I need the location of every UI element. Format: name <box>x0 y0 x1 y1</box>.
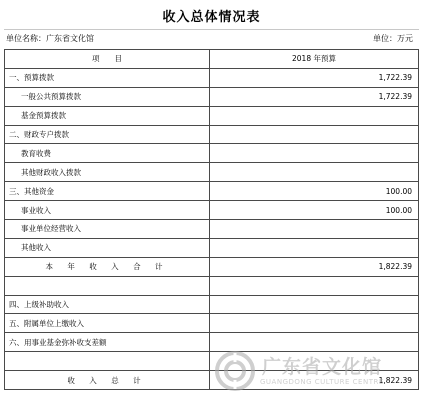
row-label: 一、预算拨款 <box>5 68 210 87</box>
row-label: 事业单位经营收入 <box>5 220 210 239</box>
row-label: 六、用事业基金弥补收支差额 <box>5 333 210 352</box>
row-value <box>210 314 419 333</box>
watermark-subtext: GUANGDONG CULTURE CENTRE <box>260 378 384 386</box>
row-value: 1,822.39 <box>210 371 419 390</box>
row-label: 其他财政收入拨款 <box>5 163 210 182</box>
row-value <box>210 106 419 125</box>
header-item: 项 目 <box>5 50 210 69</box>
row-label <box>5 276 210 295</box>
table-row <box>5 68 419 87</box>
table-row <box>5 106 419 125</box>
row-value <box>210 163 419 182</box>
table-row <box>5 201 419 220</box>
row-label <box>5 352 210 371</box>
row-label: 教育收费 <box>5 144 210 163</box>
row-value: 100.00 <box>210 182 419 201</box>
row-value <box>210 220 419 239</box>
table-row-blank <box>5 276 419 295</box>
watermark-text: 广东省文化馆 <box>262 356 383 378</box>
table-row <box>5 163 419 182</box>
row-value: 1,722.39 <box>210 68 419 87</box>
row-label: 本 年 收 入 合 计 <box>5 257 210 276</box>
row-label: 五、附属单位上缴收入 <box>5 314 210 333</box>
table-row <box>5 144 419 163</box>
row-label: 一般公共预算拨款 <box>5 87 210 106</box>
table-row <box>5 87 419 106</box>
row-label: 其他收入 <box>5 238 210 257</box>
row-value <box>210 295 419 314</box>
row-value: 1,722.39 <box>210 87 419 106</box>
unit-name-label: 单位名称：广东省文化馆 <box>6 34 94 43</box>
table-row <box>5 238 419 257</box>
page-title: 收入总体情况表 <box>162 10 261 25</box>
row-label: 基金预算拨款 <box>5 106 210 125</box>
row-label: 四、上级补助收入 <box>5 295 210 314</box>
row-label: 三、其他资金 <box>5 182 210 201</box>
culture-centre-logo-icon <box>212 348 258 394</box>
income-table <box>4 49 419 390</box>
header-budget: 2018 年预算 <box>210 50 419 69</box>
row-label: 事业收入 <box>5 201 210 220</box>
table-row <box>5 220 419 239</box>
currency-unit-label: 单位：万元 <box>373 34 413 43</box>
table-row-subtotal <box>5 257 419 276</box>
row-value: 1,822.39 <box>210 257 419 276</box>
row-value <box>210 125 419 144</box>
table-header-row <box>5 50 419 69</box>
row-value <box>210 144 419 163</box>
row-value: 100.00 <box>210 201 419 220</box>
row-label: 收 入 总 计 <box>5 371 210 390</box>
table-row <box>5 125 419 144</box>
table-row <box>5 314 419 333</box>
row-label: 二、财政专户拨款 <box>5 125 210 144</box>
watermark-logo <box>212 348 418 394</box>
table-row <box>5 295 419 314</box>
table-row <box>5 182 419 201</box>
row-value <box>210 238 419 257</box>
row-value <box>210 276 419 295</box>
